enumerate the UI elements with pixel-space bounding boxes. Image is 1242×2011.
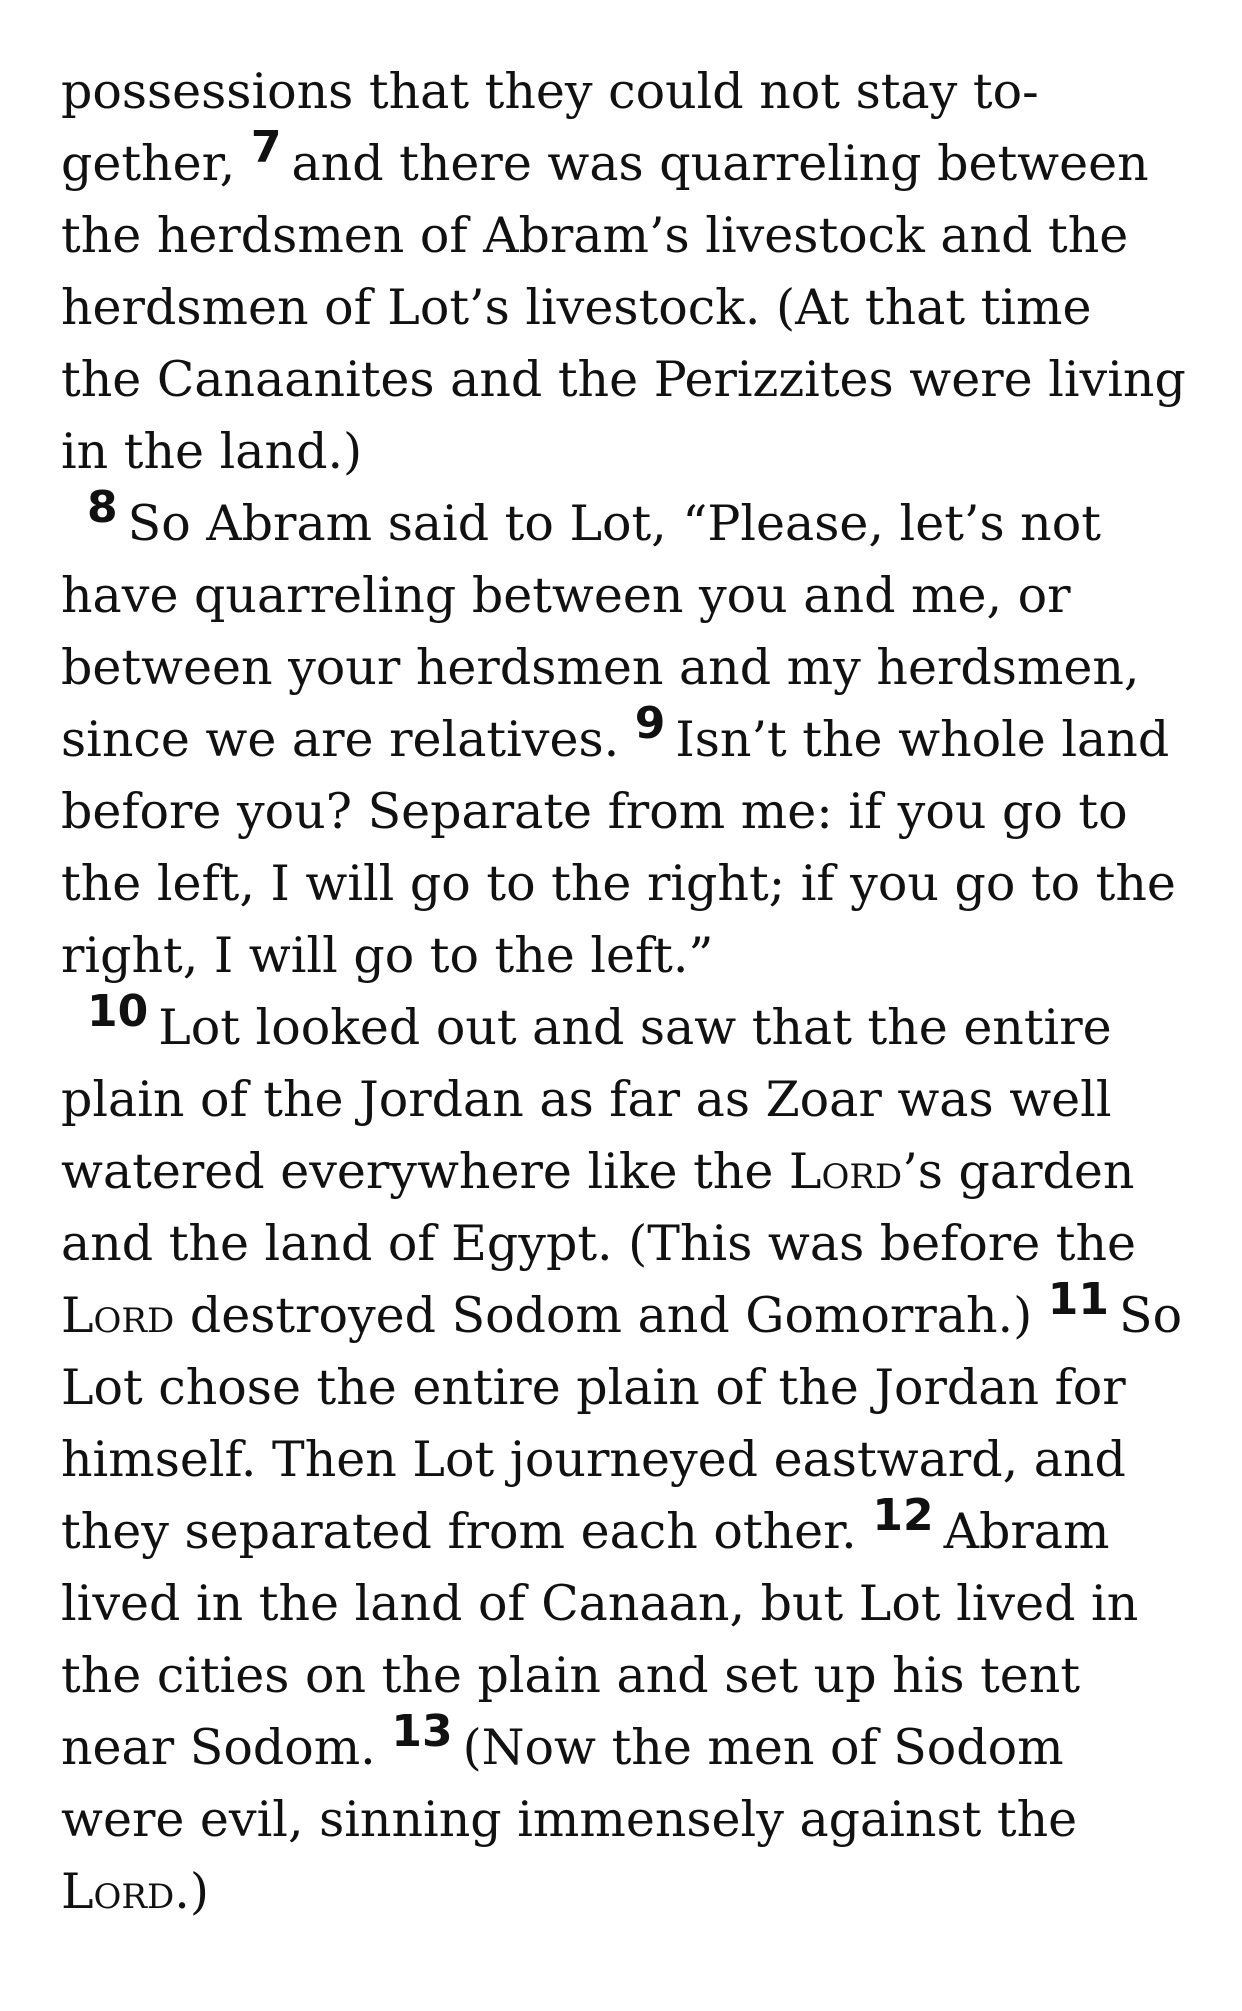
reading-page: [61, 56, 1211, 1928]
divine-name: Lord: [61, 1863, 175, 1920]
text-line: [61, 1490, 1211, 1568]
text-line: [61, 848, 1211, 920]
verse-number[interactable]: 8: [87, 482, 118, 533]
passage-text: were evil, sinning immensely against the: [61, 1791, 1078, 1848]
text-line: [61, 920, 1211, 992]
text-line: [61, 1424, 1211, 1496]
text-line: [61, 1352, 1211, 1424]
passage-text: Abram: [943, 1503, 1110, 1560]
text-line: [61, 272, 1211, 344]
passage-text: the herdsmen of Abram’s livestock and the: [61, 207, 1129, 264]
passage-text: the left, I will go to the right; if you go to the: [61, 855, 1176, 912]
passage-text: the cities on the plain and set up his tent: [61, 1647, 1081, 1704]
passage-text: and the land of Egypt. (This was before the: [61, 1215, 1137, 1272]
text-line: [61, 632, 1211, 704]
verse-number[interactable]: 9: [634, 698, 666, 749]
passage-text: plain of the Jordan as far as Zoar was well: [61, 1071, 1112, 1128]
passage-text: before you? Separate from me: if you go to: [61, 783, 1128, 840]
passage-text: ’s garden: [902, 1143, 1135, 1200]
passage-text: destroyed Sodom and Gomorrah.): [189, 1287, 1033, 1344]
text-line: [61, 776, 1211, 848]
passage-text: lived in the land of Canaan, but Lot lived in: [61, 1575, 1139, 1632]
text-line: [61, 1208, 1211, 1280]
passage-text: (Now the men of Sodom: [462, 1719, 1064, 1776]
text-line: [61, 1856, 1211, 1928]
passage-text: between your herdsmen and my herdsmen,: [61, 639, 1140, 696]
passage-text: gether,: [61, 135, 236, 192]
passage-text: and there was quarreling between: [291, 135, 1149, 192]
passage-text: So Abram said to Lot, “Please, let’s not: [127, 495, 1101, 552]
passage-text: Isn’t the whole land: [675, 711, 1170, 768]
verse-number[interactable]: 11: [1047, 1274, 1110, 1325]
passage-text: have quarreling between you and me, or: [61, 567, 1071, 624]
divine-name: Lord: [788, 1143, 903, 1200]
passage-text: they separated from each other.: [61, 1503, 857, 1560]
verse-number[interactable]: 13: [391, 1706, 453, 1757]
text-line: [61, 986, 1211, 1064]
passage-text: the Canaanites and the Perizzites were living: [61, 351, 1186, 408]
passage-text: Lot chose the entire plain of the Jordan for: [61, 1359, 1126, 1416]
verse-number[interactable]: 12: [872, 1490, 934, 1541]
verse-number[interactable]: 7: [250, 122, 282, 173]
text-line: [61, 56, 1211, 128]
passage-text: near Sodom.: [61, 1719, 376, 1776]
text-line: [61, 1568, 1211, 1640]
scripture-passage: [61, 56, 1211, 1928]
passage-text: herdsmen of Lot’s livestock. (At that time: [61, 279, 1092, 336]
passage-text: So: [1119, 1287, 1183, 1344]
text-line: [61, 1640, 1211, 1712]
text-line: [61, 482, 1211, 560]
passage-text: since we are relatives.: [61, 711, 620, 768]
divine-name: Lord: [61, 1287, 175, 1344]
text-line: [61, 344, 1211, 416]
passage-text: possessions that they could not stay to-: [61, 63, 1039, 120]
text-line: [61, 560, 1211, 632]
text-line: [61, 1274, 1211, 1352]
passage-text: Lot looked out and saw that the entire: [158, 999, 1112, 1056]
text-line: [61, 1706, 1211, 1784]
passage-text: himself. Then Lot journeyed eastward, and: [61, 1431, 1126, 1488]
text-line: [61, 1064, 1211, 1136]
text-line: [61, 200, 1211, 272]
passage-text: right, I will go to the left.”: [61, 927, 714, 984]
passage-text: watered everywhere like the: [61, 1143, 774, 1200]
text-line: [61, 698, 1211, 776]
text-line: [61, 1784, 1211, 1856]
passage-text: in the land.): [61, 423, 363, 480]
text-line: [61, 122, 1211, 200]
verse-number[interactable]: 10: [87, 986, 149, 1037]
text-line: [61, 1136, 1211, 1208]
passage-text: .): [174, 1863, 209, 1920]
text-line: [61, 416, 1211, 488]
